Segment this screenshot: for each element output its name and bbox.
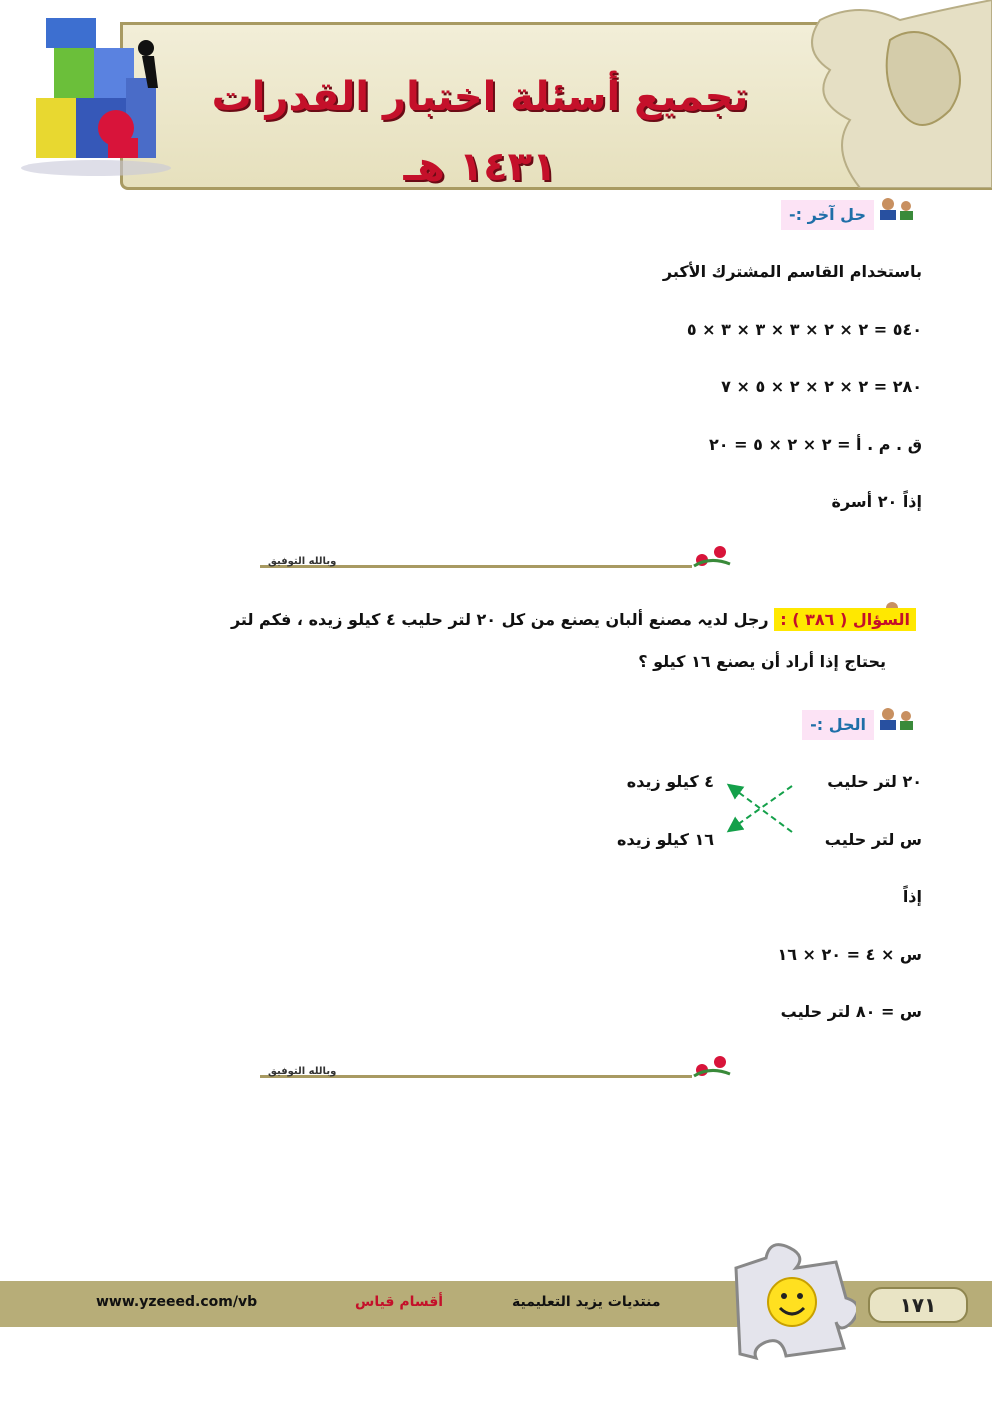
footer-forum: منتديات يزيد التعليمية xyxy=(512,1294,661,1310)
alt-line-5: إذاً ٢٠ أسرة xyxy=(831,492,922,511)
alt-line-3: ٢٨٠ = ٢ × ٢ × ٢ × ٥ × ٧ xyxy=(721,377,922,396)
page-title: تجميع أسئلة اختبار القدرات ١٤٣١ هـ xyxy=(211,74,749,190)
alt-line-2: ٥٤٠ = ٢ × ٢ × ٣ × ٣ × ٣ × ٥ xyxy=(686,320,922,339)
solution-line-3: س = ٨٠ لتر حليب xyxy=(780,1002,922,1021)
divider-text: وبالله التوفيق xyxy=(268,1066,337,1077)
logo-image xyxy=(16,8,176,184)
page-number: ١٧١ xyxy=(868,1287,968,1323)
question-text-1: رجل لديہ مصنع ألبان يصنع من كل ٢٠ لتر حليب ٤ كيلو زيده ، فكم لتر xyxy=(230,610,769,629)
puzzle-decoration xyxy=(800,0,992,188)
alt-line-1: باستخدام القاسم المشترك الأكبر xyxy=(662,262,922,281)
solution-row1-right: ٢٠ لتر حليب xyxy=(827,772,922,791)
question-label: السؤال ( ٣٨٦ ) : xyxy=(774,608,916,631)
students-icon xyxy=(876,196,916,222)
solution-line-2: س × ٤ = ٢٠ × ١٦ xyxy=(777,945,922,964)
question-text-2: يحتاج إذا أراد أن يصنع ١٦ كيلو ؟ xyxy=(638,652,886,671)
solution-label: الحل :- xyxy=(802,710,874,740)
solution-row1-left: ٤ كيلو زيده xyxy=(626,772,714,791)
solution-row2-left: ١٦ كيلو زيده xyxy=(617,830,714,849)
solution-row2-right: س لتر حليب xyxy=(824,830,922,849)
divider-text: وبالله التوفيق xyxy=(268,556,337,567)
footer-section: أقسام قياس xyxy=(355,1294,444,1310)
flower-icon xyxy=(690,1052,736,1082)
question-line-1 xyxy=(231,608,916,632)
students-icon xyxy=(876,706,916,732)
smiley-puzzle-icon xyxy=(726,1238,856,1362)
solution-line-1: إذاً xyxy=(902,887,922,906)
flower-icon xyxy=(690,542,736,572)
footer-website[interactable]: www.yzeeed.com/vb xyxy=(96,1294,258,1310)
alt-line-4: ق . م . أ = ٢ × ٢ × ٥ = ٢٠ xyxy=(709,435,922,454)
cross-arrows xyxy=(722,780,798,836)
alt-solution-label: حل آخر :- xyxy=(781,200,874,230)
